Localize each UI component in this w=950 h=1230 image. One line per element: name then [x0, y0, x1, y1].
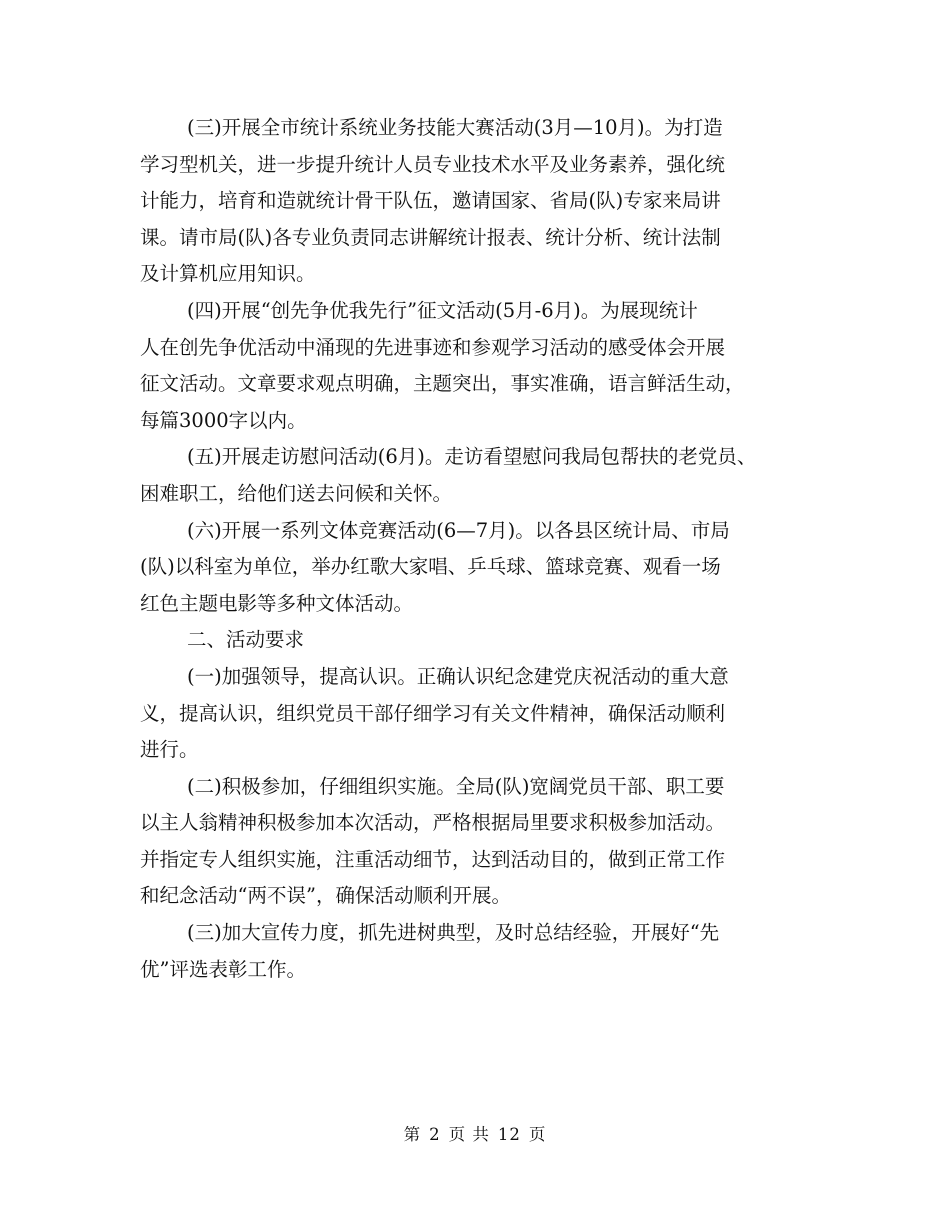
text-line: (一)加强领导，提高认识。正确认识纪念建党庆祝活动的重大意 — [187, 664, 729, 688]
text-line: 红色主题电影等多种文体活动。 — [140, 591, 414, 615]
text-line: 优”评选表彰工作。 — [140, 957, 306, 981]
text-line: (二)积极参加，仔细组织实施。全局(队)宽阔党员干部、职工要 — [187, 774, 725, 798]
text-line: 课。请市局(队)各专业负责同志讲解统计报表、统计分析、统计法制 — [140, 225, 721, 249]
text-line: 计能力，培育和造就统计骨干队伍，邀请国家、省局(队)专家来局讲 — [140, 189, 721, 213]
text-line: 义，提高认识，组织党员干部仔细学习有关文件精神，确保活动顺利 — [140, 701, 726, 725]
text-line: 每篇3000字以内。 — [140, 408, 307, 432]
text-line: 以主人翁精神积极参加本次活动，严格根据局里要求积极参加活动。 — [140, 811, 726, 835]
text-line: 及计算机应用知识。 — [140, 262, 316, 286]
text-line: 学习型机关，进一步提升统计人员专业技术水平及业务素养，强化统 — [140, 152, 726, 176]
text-line: (四)开展“创先争优我先行”征文活动(5月-6月)。为展现统计 — [187, 298, 698, 322]
text-line: 人在创先争优活动中涌现的先进事迹和参观学习活动的感受体会开展 — [140, 335, 726, 359]
text-line: (五)开展走访慰问活动(6月)。走访看望慰问我局包帮扶的老党员、 — [187, 445, 757, 469]
footer-suffix: 页 — [528, 1125, 547, 1144]
footer-prefix: 第 — [403, 1125, 422, 1144]
text-line: 和纪念活动“两不误”，确保活动顺利开展。 — [140, 884, 511, 908]
footer-middle: 页 共 — [448, 1125, 490, 1144]
body-text — [140, 110, 820, 988]
page-footer — [0, 1121, 950, 1145]
text-line: (三)加大宣传力度，抓先进树典型，及时总结经验，开展好“先 — [187, 921, 720, 945]
text-line: (三)开展全市统计系统业务技能大赛活动(3月—10月)。为打造 — [187, 116, 723, 139]
text-line: 并指定专人组织实施，注重活动细节，达到活动目的，做到正常工作 — [140, 847, 726, 871]
text-line: 进行。 — [140, 738, 199, 762]
footer-total-pages: 12 — [497, 1125, 521, 1144]
footer-page-number: 2 — [429, 1125, 441, 1144]
text-line: (六)开展一系列文体竞赛活动(6—7月)。以各县区统计局、市局 — [187, 518, 730, 542]
text-line: 困难职工，给他们送去问候和关怀。 — [140, 481, 453, 505]
text-line: 二、活动要求 — [187, 628, 305, 652]
text-line: (队)以科室为单位，举办红歌大家唱、乒乓球、篮球竞赛、观看一场 — [140, 555, 721, 579]
text-line: 征文活动。文章要求观点明确，主题突出，事实准确，语言鲜活生动， — [140, 372, 745, 396]
